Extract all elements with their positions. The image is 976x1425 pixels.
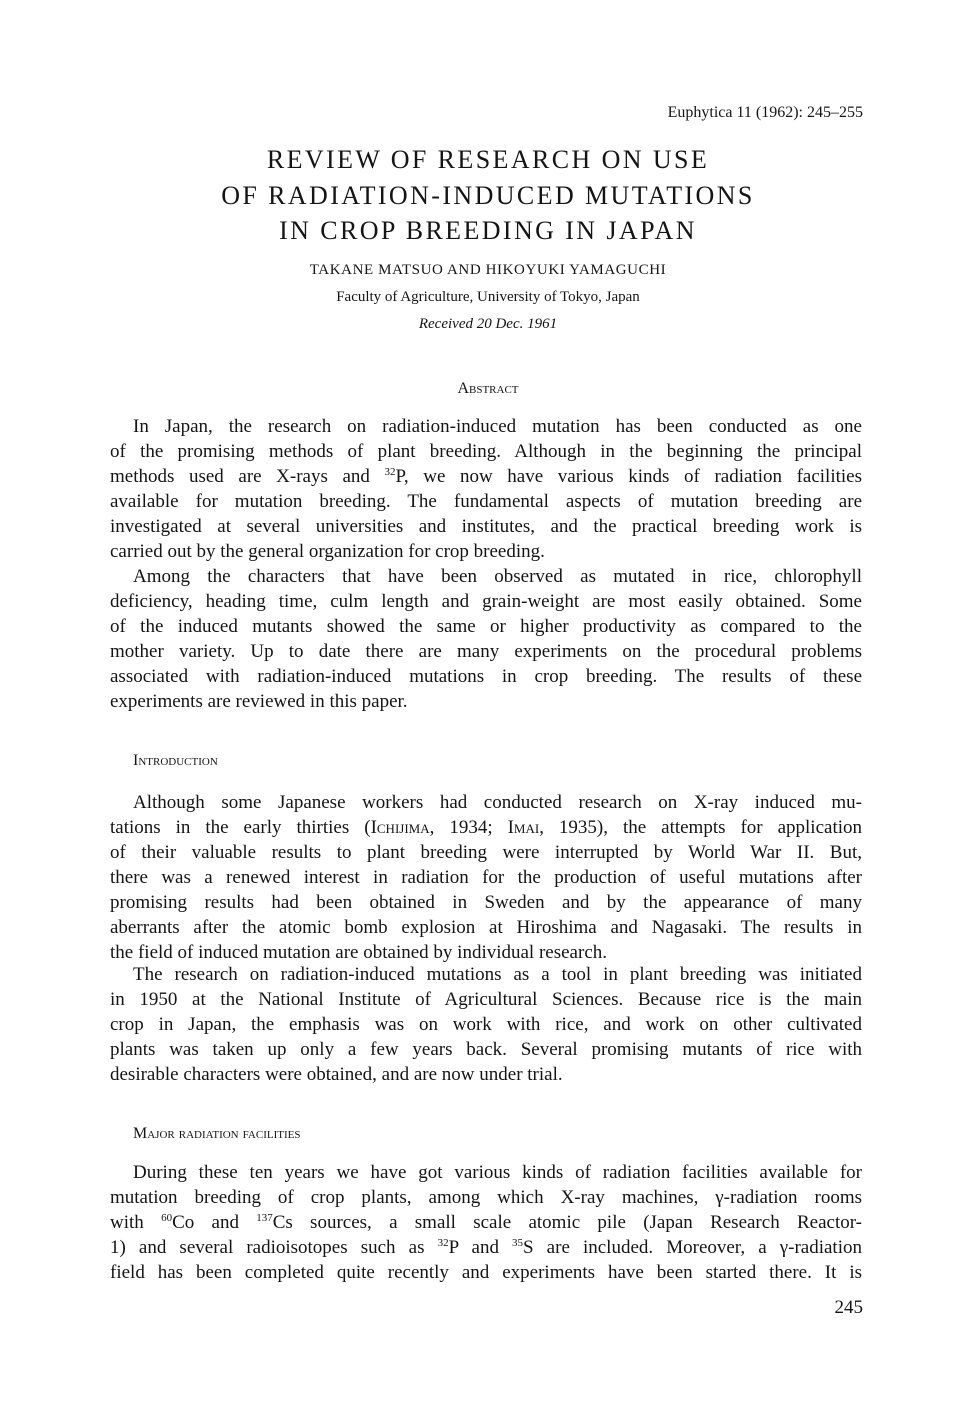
text-line: of the induced mutants showed the same or higher productivity as compared to the <box>110 616 862 637</box>
isotope-mass-number: 32 <box>384 466 396 478</box>
text-line: During these ten years we have got various kinds of radiation facilities available for <box>133 1162 862 1183</box>
text-line: experiments are reviewed in this paper. <box>110 691 408 712</box>
text-line: investigated at several universities and institutes, and the practical breeding work is <box>110 516 862 537</box>
facilities-heading: Major radiation facilities <box>133 1125 301 1142</box>
text-line: field has been completed quite recently and experiments have been started there. It is <box>110 1262 862 1283</box>
text-line: with $^{60}$Co and $^{137}$Cs sources, a small scale atomic pile (Japan Research Reactor- <box>110 1212 862 1233</box>
affiliation: Faculty of Agriculture, University of Tokyo, Japan <box>336 289 640 305</box>
isotope-mass-number: 60 <box>161 1212 173 1224</box>
text-line: tations in the early thirties (Ichijima, 1934; Imai, 1935), the attempts for application <box>110 817 863 838</box>
text-line: In Japan, the research on radiation-induced mutation has been conducted as one <box>133 416 862 437</box>
introduction-heading: Introduction <box>133 752 218 769</box>
title-line: IN CROP BREEDING IN JAPAN <box>279 216 697 245</box>
title-line: REVIEW OF RESEARCH ON USE <box>266 145 710 174</box>
abstract-heading: Abstract <box>457 380 519 397</box>
text-line: The research on radiation-induced mutations as a tool in plant breeding was initiated <box>133 964 862 985</box>
text-line: of the promising methods of plant breeding. Although in the beginning the principal <box>110 441 862 462</box>
text-line: Among the characters that have been observed as mutated in rice, chlorophyll <box>133 566 862 587</box>
text-line: promising results had been obtained in Sweden and by the appearance of many <box>110 892 862 913</box>
text-line: associated with radiation-induced mutations in crop breeding. The results of these <box>110 666 862 687</box>
title-line: OF RADIATION-INDUCED MUTATIONS <box>221 181 755 210</box>
text-line: 1) and several radioisotopes such as $^{32}$P and $^{35}$S are included. Moreover, a γ-radiation <box>110 1237 862 1258</box>
citation-author: Ichijima <box>370 817 430 838</box>
text-line: desirable characters were obtained, and are now under trial. <box>110 1064 563 1085</box>
received-date: Received 20 Dec. 1961 <box>418 316 558 332</box>
text-line: mother variety. Up to date there are many experiments on the procedural problems <box>110 641 862 662</box>
text-line: carried out by the general organization for crop breeding. <box>110 541 545 562</box>
text-line: aberrants after the atomic bomb explosion at Hiroshima and Nagasaki. The results in <box>110 917 862 938</box>
text-line: the field of induced mutation are obtained by individual research. <box>110 942 607 963</box>
text-line: methods used are X-rays and $^{32}$P, we now have various kinds of radiation facilities <box>110 466 862 487</box>
authors: TAKANE MATSUO AND HIKOYUKI YAMAGUCHI <box>309 262 667 278</box>
text-line: deficiency, heading time, culm length and grain-weight are most easily obtained. Some <box>110 591 862 612</box>
text-line: of their valuable results to plant breeding were interrupted by World War II. But, <box>110 842 862 863</box>
text-line: there was a renewed interest in radiation for the production of useful mutations after <box>110 867 862 888</box>
text-line: mutation breeding of crop plants, among which X-ray machines, γ-radiation rooms <box>110 1187 862 1208</box>
citation-author: Imai <box>507 817 540 838</box>
journal-reference: Euphytica 11 (1962): 245–255 <box>667 104 863 121</box>
text-line: crop in Japan, the emphasis was on work with rice, and work on other cultivated <box>110 1014 862 1035</box>
isotope-mass-number: 137 <box>256 1212 273 1224</box>
page-number: 245 <box>834 1297 863 1318</box>
isotope-mass-number: 32 <box>437 1237 449 1249</box>
text-line: available for mutation breeding. The fundamental aspects of mutation breeding are <box>110 491 862 512</box>
isotope-mass-number: 35 <box>512 1237 524 1249</box>
text-line: Although some Japanese workers had conducted research on X-ray induced mu- <box>133 792 862 813</box>
text-line: plants was taken up only a few years back. Several promising mutants of rice with <box>110 1039 862 1060</box>
text-line: in 1950 at the National Institute of Agricultural Sciences. Because rice is the main <box>110 989 862 1010</box>
